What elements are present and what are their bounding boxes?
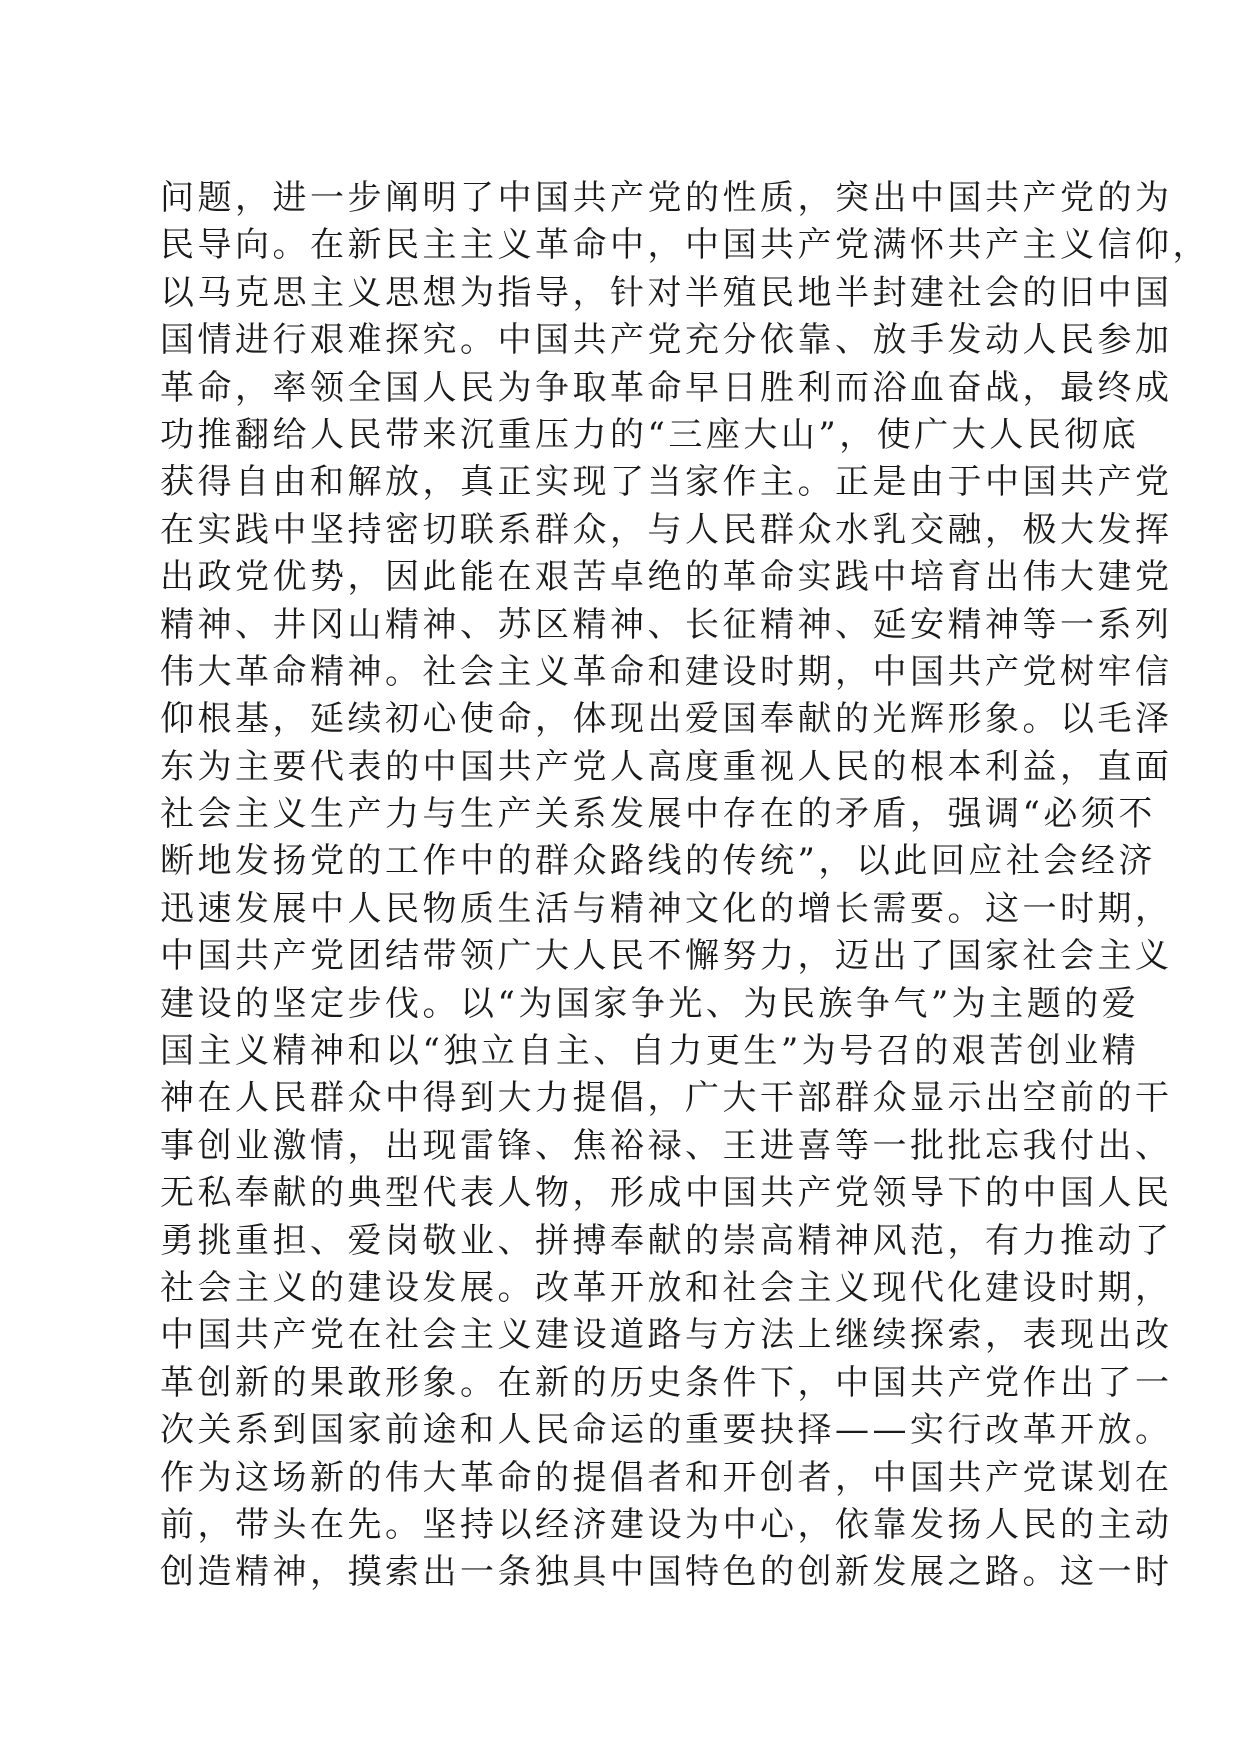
text-line: 迅速发展中人民物质生活与精神文化的增长需要。这一时期， (160, 888, 1173, 929)
text-line: 伟大革命精神。社会主义革命和建设时期，中国共产党树牢信 (160, 651, 1173, 692)
text-line: 出政党优势，因此能在艰苦卓绝的革命实践中培育出伟大建党 (160, 557, 1173, 598)
text-line: 精神、井冈山精神、苏区精神、长征精神、延安精神等一系列 (160, 604, 1173, 645)
text-line: 勇挑重担、爱岗敬业、拼搏奉献的崇高精神风范，有力推动了 (160, 1220, 1173, 1261)
text-line: 社会主义生产力与生产关系发展中存在的矛盾，强调“必须不 (160, 794, 1156, 835)
text-line: 创造精神，摸索出一条独具中国特色的创新发展之路。这一时 (160, 1552, 1173, 1593)
text-line: 革命，率领全国人民为争取革命早日胜利而浴血奋战，最终成 (160, 367, 1173, 408)
text-line: 问题，进一步阐明了中国共产党的性质，突出中国共产党的为 (160, 178, 1173, 218)
text-line: 国情进行艰难探究。中国共产党充分依靠、放手发动人民参加 (160, 320, 1173, 361)
text-line: 国主义精神和以“独立自主、自力更生”为号召的艰苦创业精 (160, 1031, 1140, 1072)
text-line: 仰根基，延续初心使命，体现出爱国奉献的光辉形象。以毛泽 (160, 699, 1173, 740)
text-line: 以马克思主义思想为指导，针对半殖民地半封建社会的旧中国 (160, 272, 1173, 313)
text-line: 东为主要代表的中国共产党人高度重视人民的根本利益，直面 (160, 746, 1173, 787)
text-line: 无私奉献的典型代表人物，形成中国共产党领导下的中国人民 (160, 1173, 1173, 1214)
text-line: 断地发扬党的工作中的群众路线的传统”，以此回应社会经济 (160, 841, 1156, 882)
text-line: 功推翻给人民带来沉重压力的“三座大山”，使广大人民彻底 (160, 414, 1140, 455)
text-line: 建设的坚定步伐。以“为国家争光、为民族争气”为主题的爱 (160, 983, 1140, 1024)
text-line: 革创新的果敢形象。在新的历史条件下，中国共产党作出了一 (160, 1362, 1173, 1403)
text-line: 事创业激情，出现雷锋、焦裕禄、王进喜等一批批忘我付出、 (160, 1125, 1173, 1166)
text-line: 作为这场新的伟大革命的提倡者和开创者，中国共产党谋划在 (160, 1457, 1173, 1498)
text-line: 中国共产党团结带领广大人民不懈努力，迈出了国家社会主义 (160, 936, 1173, 977)
text-line: 社会主义的建设发展。改革开放和社会主义现代化建设时期， (160, 1267, 1173, 1308)
text-line: 民导向。在新民主主义革命中，中国共产党满怀共产主义信仰， (160, 225, 1210, 266)
text-line: 次关系到国家前途和人民命运的重要抉择——实行改革开放。 (160, 1410, 1173, 1451)
text-line: 在实践中坚持密切联系群众，与人民群众水乳交融，极大发挥 (160, 509, 1173, 550)
text-line: 神在人民群众中得到大力提倡，广大干部群众显示出空前的干 (160, 1078, 1173, 1119)
text-line: 前，带头在先。坚持以经济建设为中心，依靠发扬人民的主动 (160, 1504, 1173, 1545)
text-line: 获得自由和解放，真正实现了当家作主。正是由于中国共产党 (160, 462, 1173, 503)
body-text (160, 175, 1210, 1597)
text-line: 中国共产党在社会主义建设道路与方法上继续探索，表现出改 (160, 1315, 1173, 1356)
